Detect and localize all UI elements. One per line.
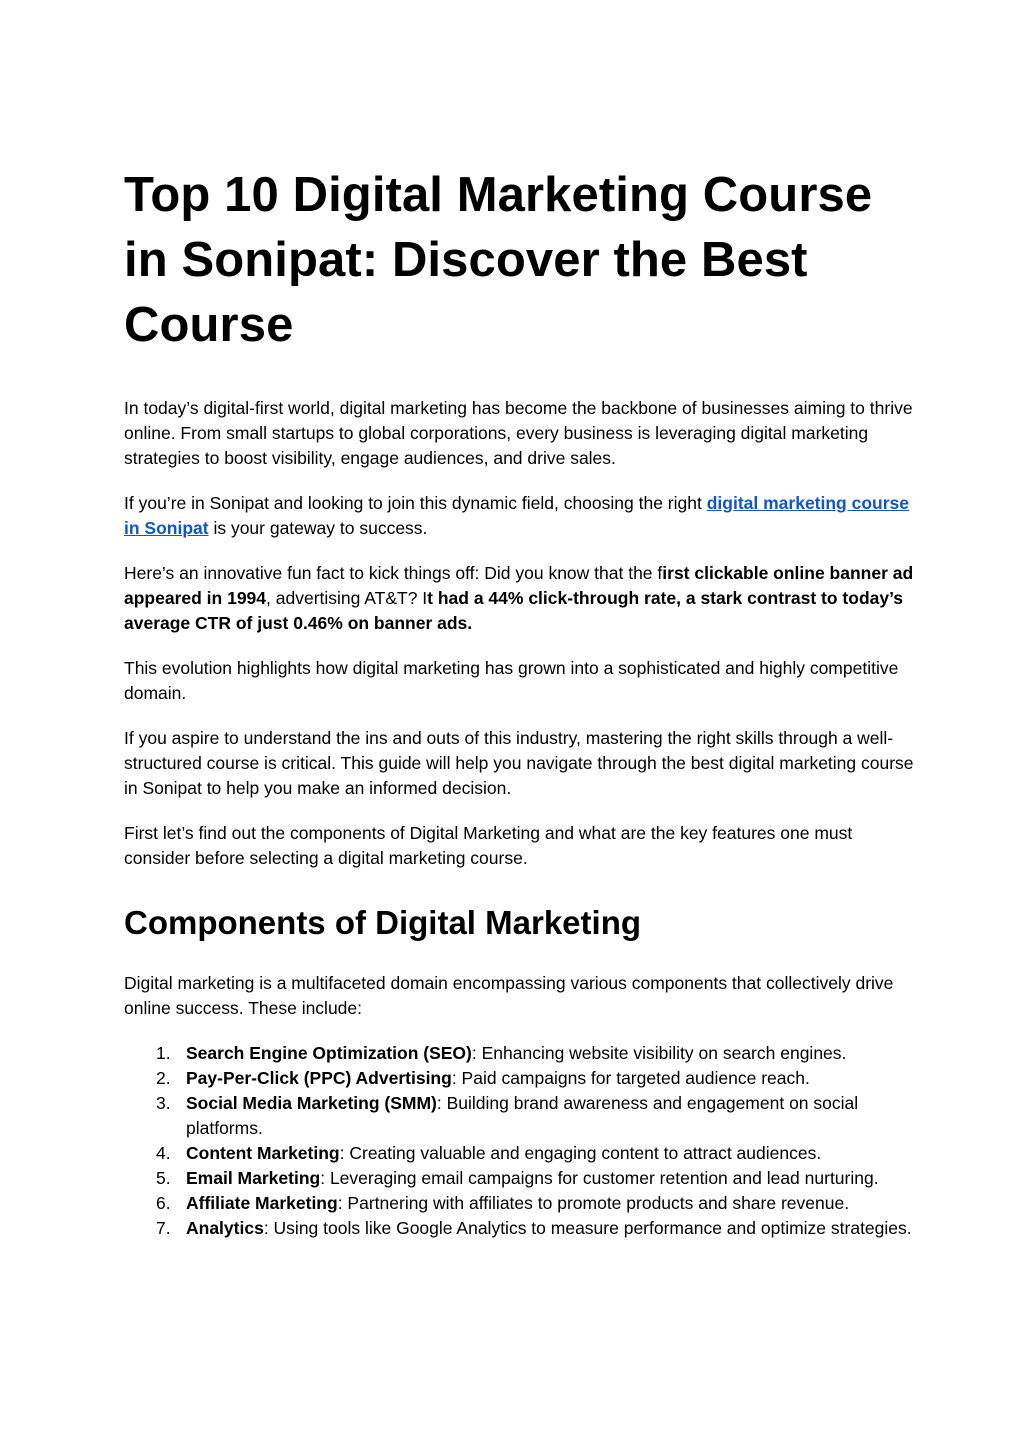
sonipat-paragraph bbox=[124, 491, 914, 541]
list-number: 4. bbox=[156, 1143, 171, 1163]
fun-fact-paragraph bbox=[124, 561, 914, 636]
list-term: Email Marketing bbox=[186, 1168, 321, 1188]
list-description: : Enhancing website visibility on search engines. bbox=[471, 1043, 847, 1063]
list-item bbox=[124, 1041, 914, 1066]
fun-fact-bold-2: t had a 44% click-through rate, a stark contrast to today’s average CTR of just 0.46% on banner ads. bbox=[124, 588, 904, 633]
list-number: 7. bbox=[156, 1218, 171, 1238]
list-item bbox=[124, 1216, 914, 1241]
list-number: 5. bbox=[156, 1168, 171, 1188]
evolution-paragraph: This evolution highlights how digital marketing has grown into a sophisticated and highly competitive domain. bbox=[124, 658, 899, 703]
sonipat-text-after: is your gateway to success. bbox=[208, 518, 428, 538]
list-term: Affiliate Marketing bbox=[186, 1193, 338, 1213]
list-description: : Paid campaigns for targeted audience reach. bbox=[451, 1068, 810, 1088]
list-term: Pay-Per-Click (PPC) Advertising bbox=[186, 1068, 452, 1088]
document-page bbox=[124, 163, 914, 1241]
first-let-paragraph: First let’s find out the components of Digital Marketing and what are the key features one must consider before selecting a digital marketing course. bbox=[124, 823, 853, 868]
list-number: 3. bbox=[156, 1093, 171, 1113]
list-description: : Creating valuable and engaging content to attract audiences. bbox=[339, 1143, 822, 1163]
fun-fact-text-2: , advertising AT&T? I bbox=[266, 588, 428, 608]
list-item bbox=[124, 1066, 914, 1091]
sonipat-text-before: If you’re in Sonipat and looking to join this dynamic field, choosing the right bbox=[124, 493, 707, 513]
list-item bbox=[124, 1191, 914, 1216]
fun-fact-bold-1: irst clickable online banner ad appeared in 1994 bbox=[124, 563, 914, 608]
list-description: : Using tools like Google Analytics to measure performance and optimize strategies. bbox=[263, 1218, 912, 1238]
list-term: Search Engine Optimization (SEO) bbox=[186, 1043, 472, 1063]
list-description: : Partnering with affiliates to promote products and share revenue. bbox=[337, 1193, 850, 1213]
list-term: Social Media Marketing (SMM) bbox=[186, 1093, 437, 1113]
aspire-paragraph: If you aspire to understand the ins and outs of this industry, mastering the right skills through a well-structured course is critical. This guide will help you navigate through the best digital marketing course in Sonipat to help you make an informed decision. bbox=[124, 728, 914, 798]
list-number: 1. bbox=[156, 1043, 171, 1063]
list-term: Analytics bbox=[186, 1218, 264, 1238]
course-link[interactable]: digital marketing course in Sonipat bbox=[124, 493, 909, 538]
intro-paragraph: In today’s digital-first world, digital marketing has become the backbone of businesses aiming to thrive online. From small startups to global corporations, every business is leveraging digital marketing strategies to boost visibility, engage audiences, and drive sales. bbox=[124, 398, 913, 468]
list-description: : Building brand awareness and engagement on social platforms. bbox=[186, 1093, 859, 1138]
list-item bbox=[124, 1141, 914, 1166]
list-number: 6. bbox=[156, 1193, 171, 1213]
list-item bbox=[124, 1091, 914, 1141]
page-title: Top 10 Digital Marketing Course in Sonipat: Discover the Best Course bbox=[124, 168, 873, 352]
list-term: Content Marketing bbox=[186, 1143, 340, 1163]
list-description: : Leveraging email campaigns for customer retention and lead nurturing. bbox=[320, 1168, 879, 1188]
section-intro-paragraph: Digital marketing is a multifaceted domain encompassing various components that collectively drive online success. These include: bbox=[124, 973, 894, 1018]
list-item bbox=[124, 1166, 914, 1191]
components-list bbox=[124, 1041, 914, 1241]
fun-fact-text-1: Here’s an innovative fun fact to kick things off: Did you know that the f bbox=[124, 563, 663, 583]
section-heading: Components of Digital Marketing bbox=[124, 904, 642, 941]
list-number: 2. bbox=[156, 1068, 171, 1088]
